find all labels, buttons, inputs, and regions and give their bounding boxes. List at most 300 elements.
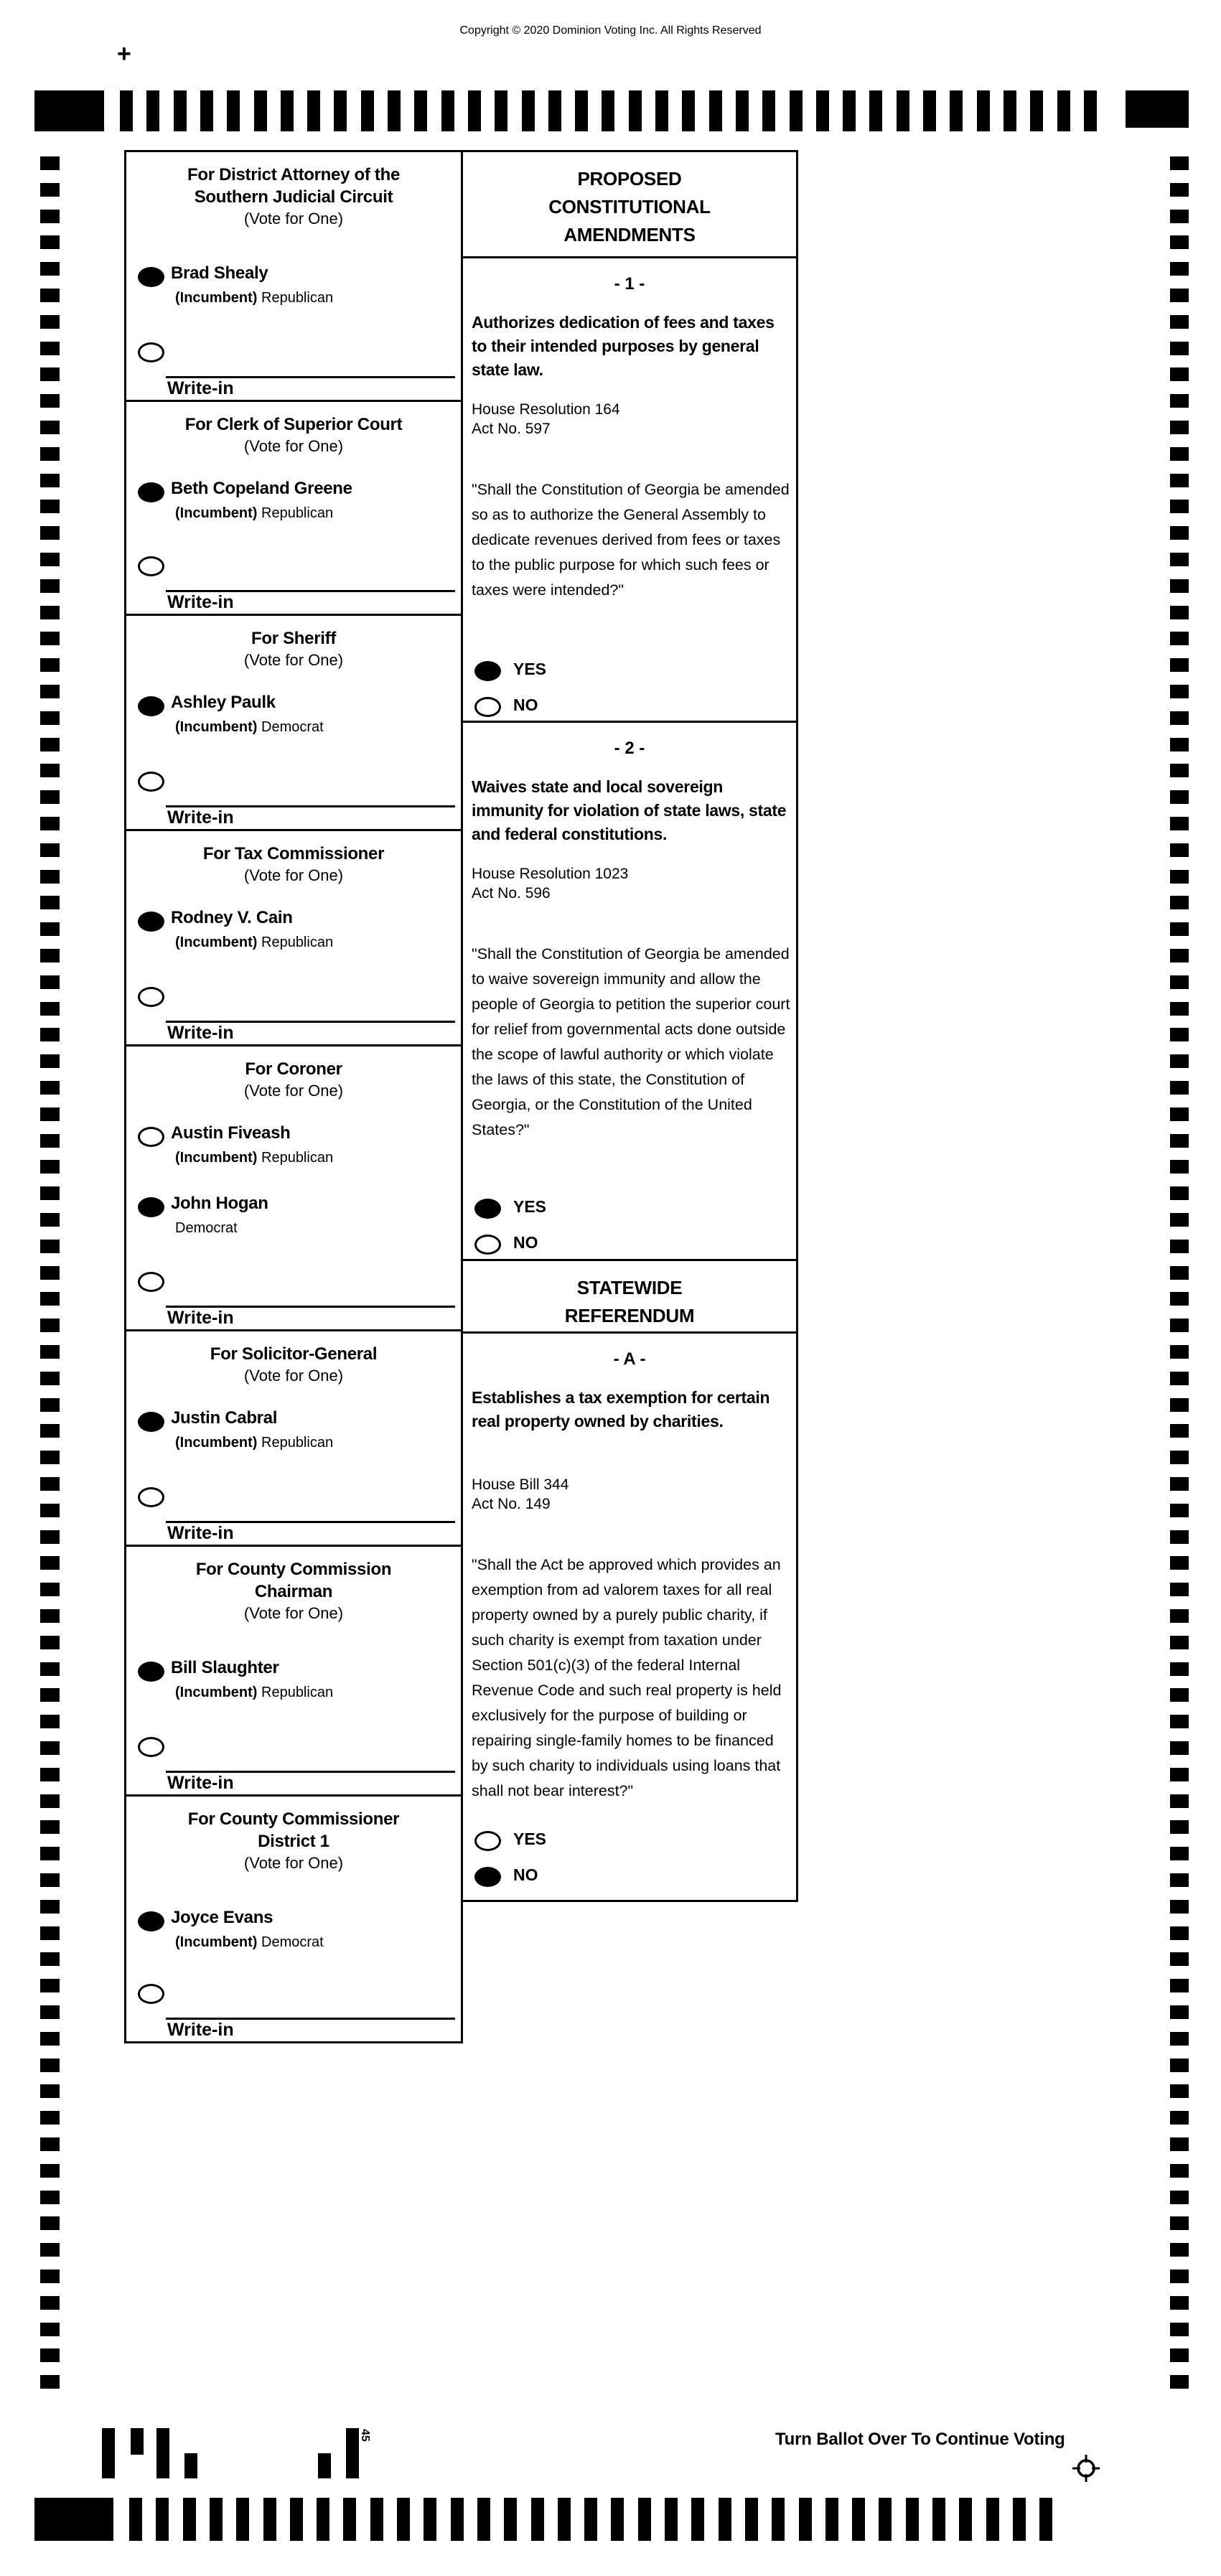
timing-mark: [1170, 235, 1189, 249]
timing-mark: [1170, 2270, 1189, 2283]
party-label: Democrat: [261, 719, 324, 735]
timing-mark: [451, 2498, 464, 2541]
timing-mark: [1170, 315, 1189, 329]
timing-mark: [1170, 1715, 1189, 1728]
timing-mark: [1170, 553, 1189, 566]
candidate-oval-filled[interactable]: [138, 267, 164, 287]
contest-section: [124, 1545, 463, 1797]
timing-mark: [441, 90, 454, 131]
timing-mark: [40, 1583, 60, 1596]
timing-mark: [40, 2084, 60, 2098]
contest-header: [126, 1331, 461, 1387]
candidate-oval-filled[interactable]: [138, 696, 164, 716]
timing-mark: [40, 2323, 60, 2336]
measure-number: - A -: [613, 1349, 646, 1369]
timing-mark: [1170, 1345, 1189, 1359]
timing-mark: [1170, 2296, 1189, 2310]
party-label: Democrat: [261, 1934, 324, 1950]
timing-mark: [655, 90, 668, 131]
timing-mark: [40, 2296, 60, 2310]
candidate-oval-filled[interactable]: [138, 912, 164, 932]
timing-mark: [1170, 183, 1189, 197]
contest-title-line: For Tax Commissioner: [202, 844, 385, 863]
timing-mark: [40, 394, 60, 408]
choice-yes-label: YES: [513, 660, 547, 678]
write-in-label: Write-in: [167, 1023, 234, 1043]
choice-yes-oval[interactable]: [474, 1831, 501, 1851]
write-in-label: Write-in: [167, 807, 234, 828]
measure-question: "Shall the Constitution of Georgia be amended to waive sovereign immunity and allow the people of Georgia to petition the superior court for relief from governmental acts done outside the scope of lawful authority or which violate the laws of this state, the Constitution of Georgia, or the Constitution of the United States?": [472, 945, 790, 1138]
candidate-party-line: [175, 505, 333, 522]
stub-barcode-bar: [102, 2428, 115, 2478]
contest-header: [126, 616, 461, 671]
contest-section: [124, 1044, 463, 1331]
timing-mark: [40, 1926, 60, 1940]
vote-for-one-instruction: (Vote for One): [243, 1082, 344, 1100]
timing-mark: [1170, 210, 1189, 223]
timing-mark: [1170, 1556, 1189, 1570]
contest-section: [124, 614, 463, 831]
timing-mark: [40, 156, 60, 170]
timing-mark: [40, 367, 60, 381]
timing-mark: [923, 90, 936, 131]
choice-yes-oval-filled[interactable]: [474, 661, 501, 681]
timing-mark: [745, 2498, 758, 2541]
write-in-oval[interactable]: [138, 987, 164, 1007]
timing-mark: [40, 922, 60, 936]
timing-mark: [906, 2498, 919, 2541]
write-in-oval[interactable]: [138, 1272, 164, 1292]
timing-mark: [1057, 90, 1070, 131]
timing-mark: [40, 1741, 60, 1755]
timing-mark: [40, 1186, 60, 1200]
timing-mark: [40, 553, 60, 566]
timing-mark: [1170, 1820, 1189, 1834]
timing-mark: [843, 90, 856, 131]
timing-mark: [1170, 1134, 1189, 1148]
candidate-party-line: [175, 290, 333, 306]
write-in-label: Write-in: [167, 2020, 234, 2040]
write-in-label: Write-in: [167, 378, 234, 398]
candidate-party-line: [175, 719, 324, 736]
contest-section: [124, 1329, 463, 1547]
timing-mark: [1170, 1873, 1189, 1887]
timing-mark: [1170, 1477, 1189, 1491]
contest-section: [124, 150, 463, 402]
timing-mark: [772, 2498, 785, 2541]
candidate-oval-empty[interactable]: [138, 1127, 164, 1147]
write-in-label: Write-in: [167, 1308, 234, 1328]
timing-mark: [879, 2498, 892, 2541]
timing-mark: [1170, 2005, 1189, 2019]
measure-section: [461, 721, 798, 1261]
timing-mark: [1170, 1002, 1189, 1016]
timing-mark: [120, 90, 133, 131]
write-in-oval[interactable]: [138, 342, 164, 362]
candidate-oval-filled[interactable]: [138, 1197, 164, 1217]
timing-mark: [1170, 685, 1189, 698]
timing-mark: [1170, 790, 1189, 804]
stub-number: 45: [359, 2429, 371, 2442]
contest-header: [126, 1547, 461, 1624]
vote-for-one-instruction: (Vote for One): [243, 1854, 344, 1872]
measure-authority-line: Act No. 597: [472, 421, 551, 437]
timing-mark: [40, 2375, 60, 2389]
vote-for-one-instruction: (Vote for One): [243, 866, 344, 884]
candidate-party-line: [175, 935, 333, 951]
timing-mark: [40, 1873, 60, 1887]
timing-mark: [825, 2498, 838, 2541]
timing-mark: [40, 949, 60, 963]
party-label: Republican: [261, 1435, 334, 1451]
timing-mark: [1170, 1319, 1189, 1332]
timing-mark: [307, 90, 320, 131]
write-in-label: Write-in: [167, 1773, 234, 1793]
timing-mark: [1170, 367, 1189, 381]
timing-mark: [1084, 90, 1097, 131]
timing-mark: [40, 1847, 60, 1860]
timing-mark: [1170, 1847, 1189, 1860]
timing-mark: [1170, 447, 1189, 461]
timing-mark: [1170, 1054, 1189, 1068]
timing-mark: [1170, 1107, 1189, 1121]
timing-mark: [397, 2498, 410, 2541]
timing-mark: [40, 1160, 60, 1174]
choice-no-label: NO: [513, 695, 538, 714]
timing-mark: [1170, 421, 1189, 434]
stub-barcode-bar: [156, 2428, 169, 2478]
timing-mark: [1170, 2191, 1189, 2204]
timing-mark: [40, 421, 60, 434]
timing-mark: [1170, 738, 1189, 751]
measures-header-box: [461, 150, 798, 258]
measure-authority: [472, 864, 789, 903]
timing-mark: [682, 90, 695, 131]
timing-mark: [40, 1768, 60, 1781]
contest-title-line: For County Commissioner: [187, 1809, 400, 1829]
timing-mark: [558, 2498, 571, 2541]
timing-mark: [40, 342, 60, 355]
measures-header-line: CONSTITUTIONAL: [548, 196, 711, 217]
timing-mark: [40, 764, 60, 777]
candidate-oval-filled[interactable]: [138, 1911, 164, 1931]
timing-mark: [1170, 1688, 1189, 1702]
timing-mark: [816, 90, 829, 131]
timing-mark: [40, 843, 60, 857]
choice-no-oval-filled[interactable]: [474, 1867, 501, 1887]
timing-mark: [1170, 2137, 1189, 2151]
timing-mark: [40, 474, 60, 487]
candidate-oval-filled[interactable]: [138, 482, 164, 502]
candidate-name: John Hogan: [171, 1194, 268, 1213]
timing-mark: [719, 2498, 731, 2541]
measure-summary: Waives state and local sovereign immunity for violation of state laws, state and federal constitutions.: [472, 777, 787, 843]
contest-title-line: Southern Judicial Circuit: [194, 187, 393, 207]
timing-mark: [1170, 2111, 1189, 2125]
candidate-party-line: [175, 1435, 333, 1451]
timing-mark: [40, 1240, 60, 1253]
timing-mark: [1170, 262, 1189, 276]
timing-mark: [40, 500, 60, 513]
timing-mark: [1170, 2243, 1189, 2257]
contest-section: [124, 829, 463, 1046]
contest-title-line: District 1: [258, 1832, 329, 1851]
measure-number: - 1 -: [614, 274, 645, 294]
timing-mark: [210, 2498, 223, 2541]
timing-mark: [40, 1345, 60, 1359]
measure-authority-line: Act No. 596: [472, 885, 551, 901]
timing-mark: [361, 90, 374, 131]
timing-mark: [40, 896, 60, 909]
timing-mark: [959, 2498, 972, 2541]
write-in-oval[interactable]: [138, 1737, 164, 1757]
timing-mark: [1170, 1028, 1189, 1041]
timing-mark: [1170, 2216, 1189, 2230]
timing-mark: [1170, 1266, 1189, 1280]
timing-mark: [790, 90, 803, 131]
timing-mark: [1170, 2084, 1189, 2098]
timing-mark: [254, 90, 267, 131]
incumbent-label: (Incumbent): [175, 1150, 261, 1166]
write-in-oval[interactable]: [138, 1487, 164, 1507]
timing-mark: [40, 1636, 60, 1649]
candidate-name: Austin Fiveash: [171, 1123, 291, 1143]
timing-mark: [531, 2498, 544, 2541]
crosshair-registration-icon: [1071, 2453, 1101, 2487]
contest-title-line: For Sheriff: [251, 629, 337, 648]
timing-mark: [263, 2498, 276, 2541]
timing-mark: [1170, 1292, 1189, 1306]
timing-mark: [40, 1820, 60, 1834]
timing-mark: [1013, 2498, 1026, 2541]
write-in-label: Write-in: [167, 592, 234, 612]
timing-mark: [897, 90, 909, 131]
write-in-oval[interactable]: [138, 556, 164, 576]
timing-mark: [40, 1081, 60, 1095]
timing-mark: [799, 2498, 812, 2541]
timing-mark: [40, 1688, 60, 1702]
timing-mark: [611, 2498, 624, 2541]
timing-mark: [1170, 2375, 1189, 2389]
timing-mark: [1170, 606, 1189, 619]
choice-no-oval[interactable]: [474, 1235, 501, 1255]
candidate-party-line: [175, 1220, 238, 1237]
timing-mark: [1170, 870, 1189, 884]
timing-mark: [40, 606, 60, 619]
timing-mark: [40, 183, 60, 197]
party-label: Republican: [261, 505, 334, 521]
timing-mark: [40, 2137, 60, 2151]
candidate-name: Joyce Evans: [171, 1908, 273, 1927]
timing-mark: [40, 711, 60, 725]
timing-mark: [40, 1028, 60, 1041]
stub-barcode-bar: [346, 2428, 359, 2478]
candidate-oval-filled[interactable]: [138, 1412, 164, 1432]
timing-mark: [40, 1134, 60, 1148]
timing-mark: [1170, 289, 1189, 302]
measure-question: "Shall the Constitution of Georgia be amended so as to authorize the General Assembly to dedicate revenues derived from fees or taxes to the public purpose for which such fees or taxes were intended?": [472, 481, 790, 599]
timing-mark: [156, 2498, 169, 2541]
timing-mark: [40, 1979, 60, 1992]
timing-mark: [40, 2111, 60, 2125]
timing-mark: [495, 90, 507, 131]
timing-mark: [40, 1398, 60, 1412]
timing-mark: [1170, 579, 1189, 593]
choice-yes-label: YES: [513, 1197, 547, 1216]
timing-mark: [869, 90, 882, 131]
contest-column: [124, 152, 463, 2043]
timing-mark: [40, 315, 60, 329]
timing-mark: [40, 2216, 60, 2230]
candidate-name: Beth Copeland Greene: [171, 479, 352, 498]
timing-mark: [40, 685, 60, 698]
stub-barcode-bar: [131, 2428, 144, 2455]
stub-barcode-bar: [184, 2453, 197, 2478]
vote-for-one-instruction: (Vote for One): [243, 1367, 344, 1385]
candidate-name: Bill Slaughter: [171, 1658, 279, 1677]
copyright-text: Copyright © 2020 Dominion Voting Inc. All Rights Reserved: [459, 24, 762, 37]
timing-mark: [932, 2498, 945, 2541]
timing-mark: [1170, 2348, 1189, 2362]
timing-mark: [388, 90, 401, 131]
vote-for-one-instruction: (Vote for One): [243, 1604, 344, 1622]
timing-mark: [40, 262, 60, 276]
contest-title-line: For County Commission: [195, 1560, 392, 1579]
timing-mark: [1170, 896, 1189, 909]
vote-for-one-instruction: (Vote for One): [243, 651, 344, 669]
timing-mark: [548, 90, 561, 131]
timing-mark: [1170, 1424, 1189, 1438]
timing-mark: [174, 90, 187, 131]
contest-header: [126, 1797, 461, 1874]
timing-mark: [1170, 1081, 1189, 1095]
timing-mark: [290, 2498, 303, 2541]
timing-mark: [414, 90, 427, 131]
measure-authority-line: House Resolution 1023: [472, 866, 629, 882]
timing-mark: [1170, 1530, 1189, 1544]
timing-mark: [40, 1530, 60, 1544]
measure-authority-line: Act No. 149: [472, 1496, 551, 1512]
timing-mark: [40, 1556, 60, 1570]
timing-mark: [1170, 1504, 1189, 1517]
timing-mark: [1170, 922, 1189, 936]
choice-no-oval[interactable]: [474, 697, 501, 717]
party-label: Democrat: [175, 1220, 238, 1236]
timing-mark: [40, 1319, 60, 1332]
timing-mark: [40, 817, 60, 830]
timing-mark: [1170, 2323, 1189, 2336]
timing-mark: [709, 90, 722, 131]
incumbent-label: (Incumbent): [175, 505, 261, 521]
timing-mark: [1170, 1900, 1189, 1914]
measure-question: "Shall the Act be approved which provides an exemption from ad valorem taxes for all real property owned by a purely public charity, if such charity is exempt from taxation under Section 501(c)(3) of the federal Internal Revenue Code and such real property is held exclusively for the purpose of building or repairing single-family homes to be financed by such charity to individuals using loans that shall not bear interest?": [472, 1556, 782, 1799]
timing-mark: [40, 2032, 60, 2046]
timing-mark: [146, 90, 159, 131]
vote-for-one-instruction: (Vote for One): [243, 210, 344, 228]
timing-mark: [1170, 1741, 1189, 1755]
choice-no-label: NO: [513, 1233, 538, 1252]
timing-mark: [40, 235, 60, 249]
measures-header-box: [461, 1259, 798, 1334]
timing-mark: [602, 90, 614, 131]
timing-mark: [1170, 1398, 1189, 1412]
timing-mark: [1170, 1372, 1189, 1385]
timing-mark: [40, 1292, 60, 1306]
timing-mark: [334, 90, 347, 131]
timing-mark: [1170, 1662, 1189, 1676]
timing-mark: [1170, 1240, 1189, 1253]
incumbent-label: (Incumbent): [175, 935, 261, 950]
write-in-oval[interactable]: [138, 1984, 164, 2004]
timing-mark: [1170, 764, 1189, 777]
timing-mark: [736, 90, 749, 131]
timing-mark: [40, 2191, 60, 2204]
measure-authority: [472, 400, 789, 439]
measure-authority-line: House Bill 344: [472, 1476, 569, 1493]
measures-header-line: STATEWIDE: [576, 1277, 683, 1298]
timing-mark: [236, 2498, 249, 2541]
plus-registration-mark: +: [117, 40, 131, 67]
party-label: Republican: [261, 290, 334, 306]
timing-mark: [1170, 1979, 1189, 1992]
stub-barcode-bar: [318, 2453, 331, 2478]
timing-mark: [40, 1900, 60, 1914]
timing-mark: [40, 1424, 60, 1438]
timing-mark: [129, 2498, 142, 2541]
timing-mark: [1170, 1609, 1189, 1623]
timing-mark: [40, 1609, 60, 1623]
timing-mark: [227, 90, 240, 131]
timing-mark: [1170, 975, 1189, 989]
timing-mark: [1170, 1794, 1189, 1808]
timing-mark: [638, 2498, 651, 2541]
contest-title-line: For Coroner: [245, 1059, 342, 1079]
contest-header: [126, 831, 461, 886]
timing-mark: [317, 2498, 329, 2541]
timing-mark: [468, 90, 481, 131]
timing-mark: [1170, 949, 1189, 963]
turn-ballot-over-text: Turn Ballot Over To Continue Voting: [775, 2430, 1065, 2449]
timing-mark-block: [1126, 90, 1189, 128]
measures-column: [461, 152, 798, 1902]
choice-yes-label: YES: [513, 1830, 547, 1848]
timing-mark: [504, 2498, 517, 2541]
timing-mark: [1170, 1583, 1189, 1596]
timing-mark: [1170, 817, 1189, 830]
timing-mark: [1170, 1186, 1189, 1200]
timing-mark: [40, 579, 60, 593]
timing-mark: [1170, 658, 1189, 672]
candidate-oval-filled[interactable]: [138, 1662, 164, 1682]
timing-mark: [1170, 156, 1189, 170]
timing-mark: [40, 738, 60, 751]
choice-yes-oval-filled[interactable]: [474, 1199, 501, 1219]
measure-authority: [472, 1475, 789, 1514]
timing-mark: [522, 90, 535, 131]
timing-mark: [40, 1372, 60, 1385]
timing-mark: [40, 447, 60, 461]
timing-mark: [1170, 1926, 1189, 1940]
timing-mark: [40, 790, 60, 804]
timing-mark: [950, 90, 963, 131]
timing-mark: [40, 870, 60, 884]
timing-mark: [40, 2164, 60, 2178]
timing-mark: [1170, 2059, 1189, 2072]
timing-mark: [40, 2059, 60, 2072]
write-in-oval[interactable]: [138, 772, 164, 792]
contest-section: [124, 1794, 463, 2043]
timing-mark: [1170, 632, 1189, 645]
